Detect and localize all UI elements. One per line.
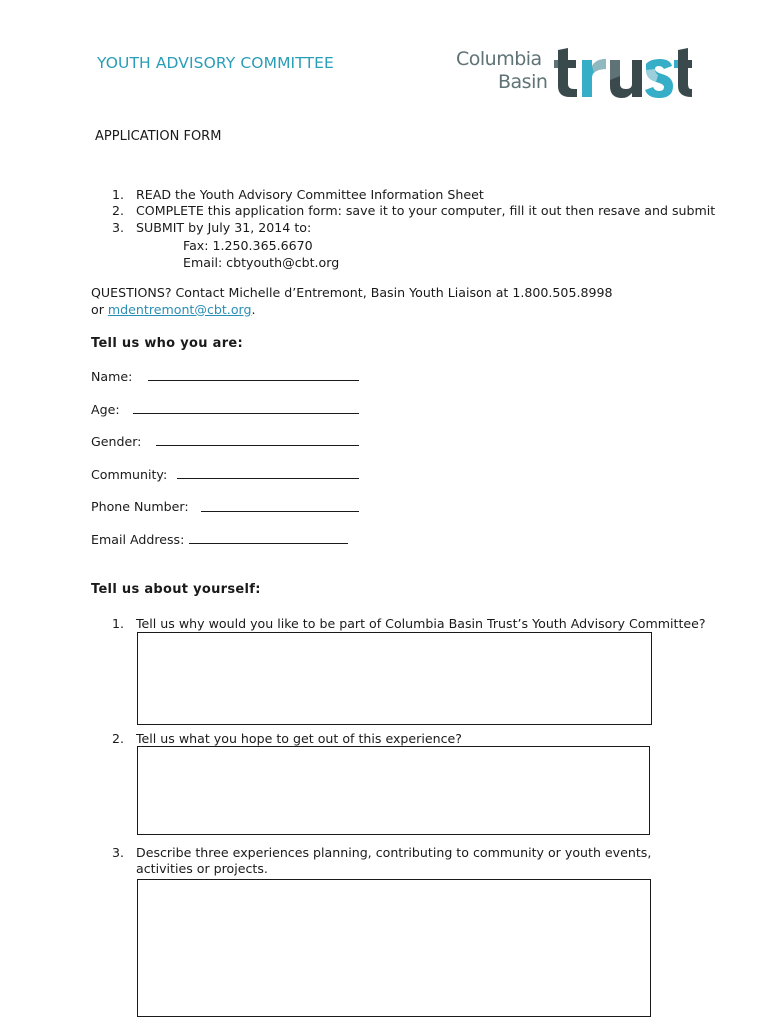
email-field[interactable]: [189, 543, 348, 544]
question-2-number: 2.: [112, 731, 125, 746]
logo-text-columbia: Columbia: [456, 48, 542, 70]
logo-trust-mark: [554, 46, 692, 98]
step-2-number: 2.: [112, 203, 125, 218]
step-3-text: SUBMIT by July 31, 2014 to:: [136, 220, 312, 235]
form-title: APPLICATION FORM: [95, 129, 222, 144]
gender-label: Gender:: [91, 434, 142, 449]
step-2-text: COMPLETE this application form: save it to your computer, fill it out then resave and submit: [136, 203, 716, 218]
question-3-text: Describe three experiences planning, contributing to community or youth events,: [136, 845, 652, 860]
questions-or: or: [91, 302, 108, 317]
question-3-text-cont: activities or projects.: [136, 861, 268, 876]
phone-label: Phone Number:: [91, 499, 189, 514]
answer-box-2[interactable]: [137, 746, 650, 835]
section-heading-yourself: Tell us about yourself:: [91, 582, 261, 597]
email-label: Email Address:: [91, 532, 185, 547]
submit-email: Email: cbtyouth@cbt.org: [183, 255, 340, 270]
name-field[interactable]: [148, 380, 359, 381]
questions-contact: QUESTIONS? Contact Michelle d’Entremont, Basin Youth Liaison at 1.800.505.8998: [91, 285, 613, 300]
section-heading-who: Tell us who you are:: [91, 336, 244, 351]
logo-text-basin: Basin: [498, 71, 548, 93]
name-label: Name:: [91, 369, 133, 384]
answer-box-1[interactable]: [137, 632, 652, 725]
step-3-number: 3.: [112, 220, 125, 235]
community-label: Community:: [91, 467, 168, 482]
step-1-text: READ the Youth Advisory Committee Information Sheet: [136, 187, 484, 202]
phone-field[interactable]: [201, 511, 359, 512]
fax-number: Fax: 1.250.365.6670: [183, 238, 313, 253]
age-field[interactable]: [133, 413, 359, 414]
contact-email-link[interactable]: mdentremont@cbt.org: [107, 302, 252, 317]
question-1-number: 1.: [112, 616, 125, 631]
questions-period: .: [251, 302, 256, 317]
questions-contact-line2: [91, 302, 256, 317]
answer-box-3[interactable]: [137, 879, 651, 1017]
gender-field[interactable]: [156, 445, 359, 446]
question-3-number: 3.: [112, 845, 125, 860]
committee-title: YOUTH ADVISORY COMMITTEE: [97, 54, 334, 72]
community-field[interactable]: [177, 478, 359, 479]
question-2-text: Tell us what you hope to get out of this experience?: [136, 731, 462, 746]
question-1-text: Tell us why would you like to be part of Columbia Basin Trust’s Youth Advisory Committee?: [136, 616, 706, 631]
step-1-number: 1.: [112, 187, 125, 202]
age-label: Age:: [91, 402, 120, 417]
columbia-basin-trust-logo: [454, 40, 694, 98]
